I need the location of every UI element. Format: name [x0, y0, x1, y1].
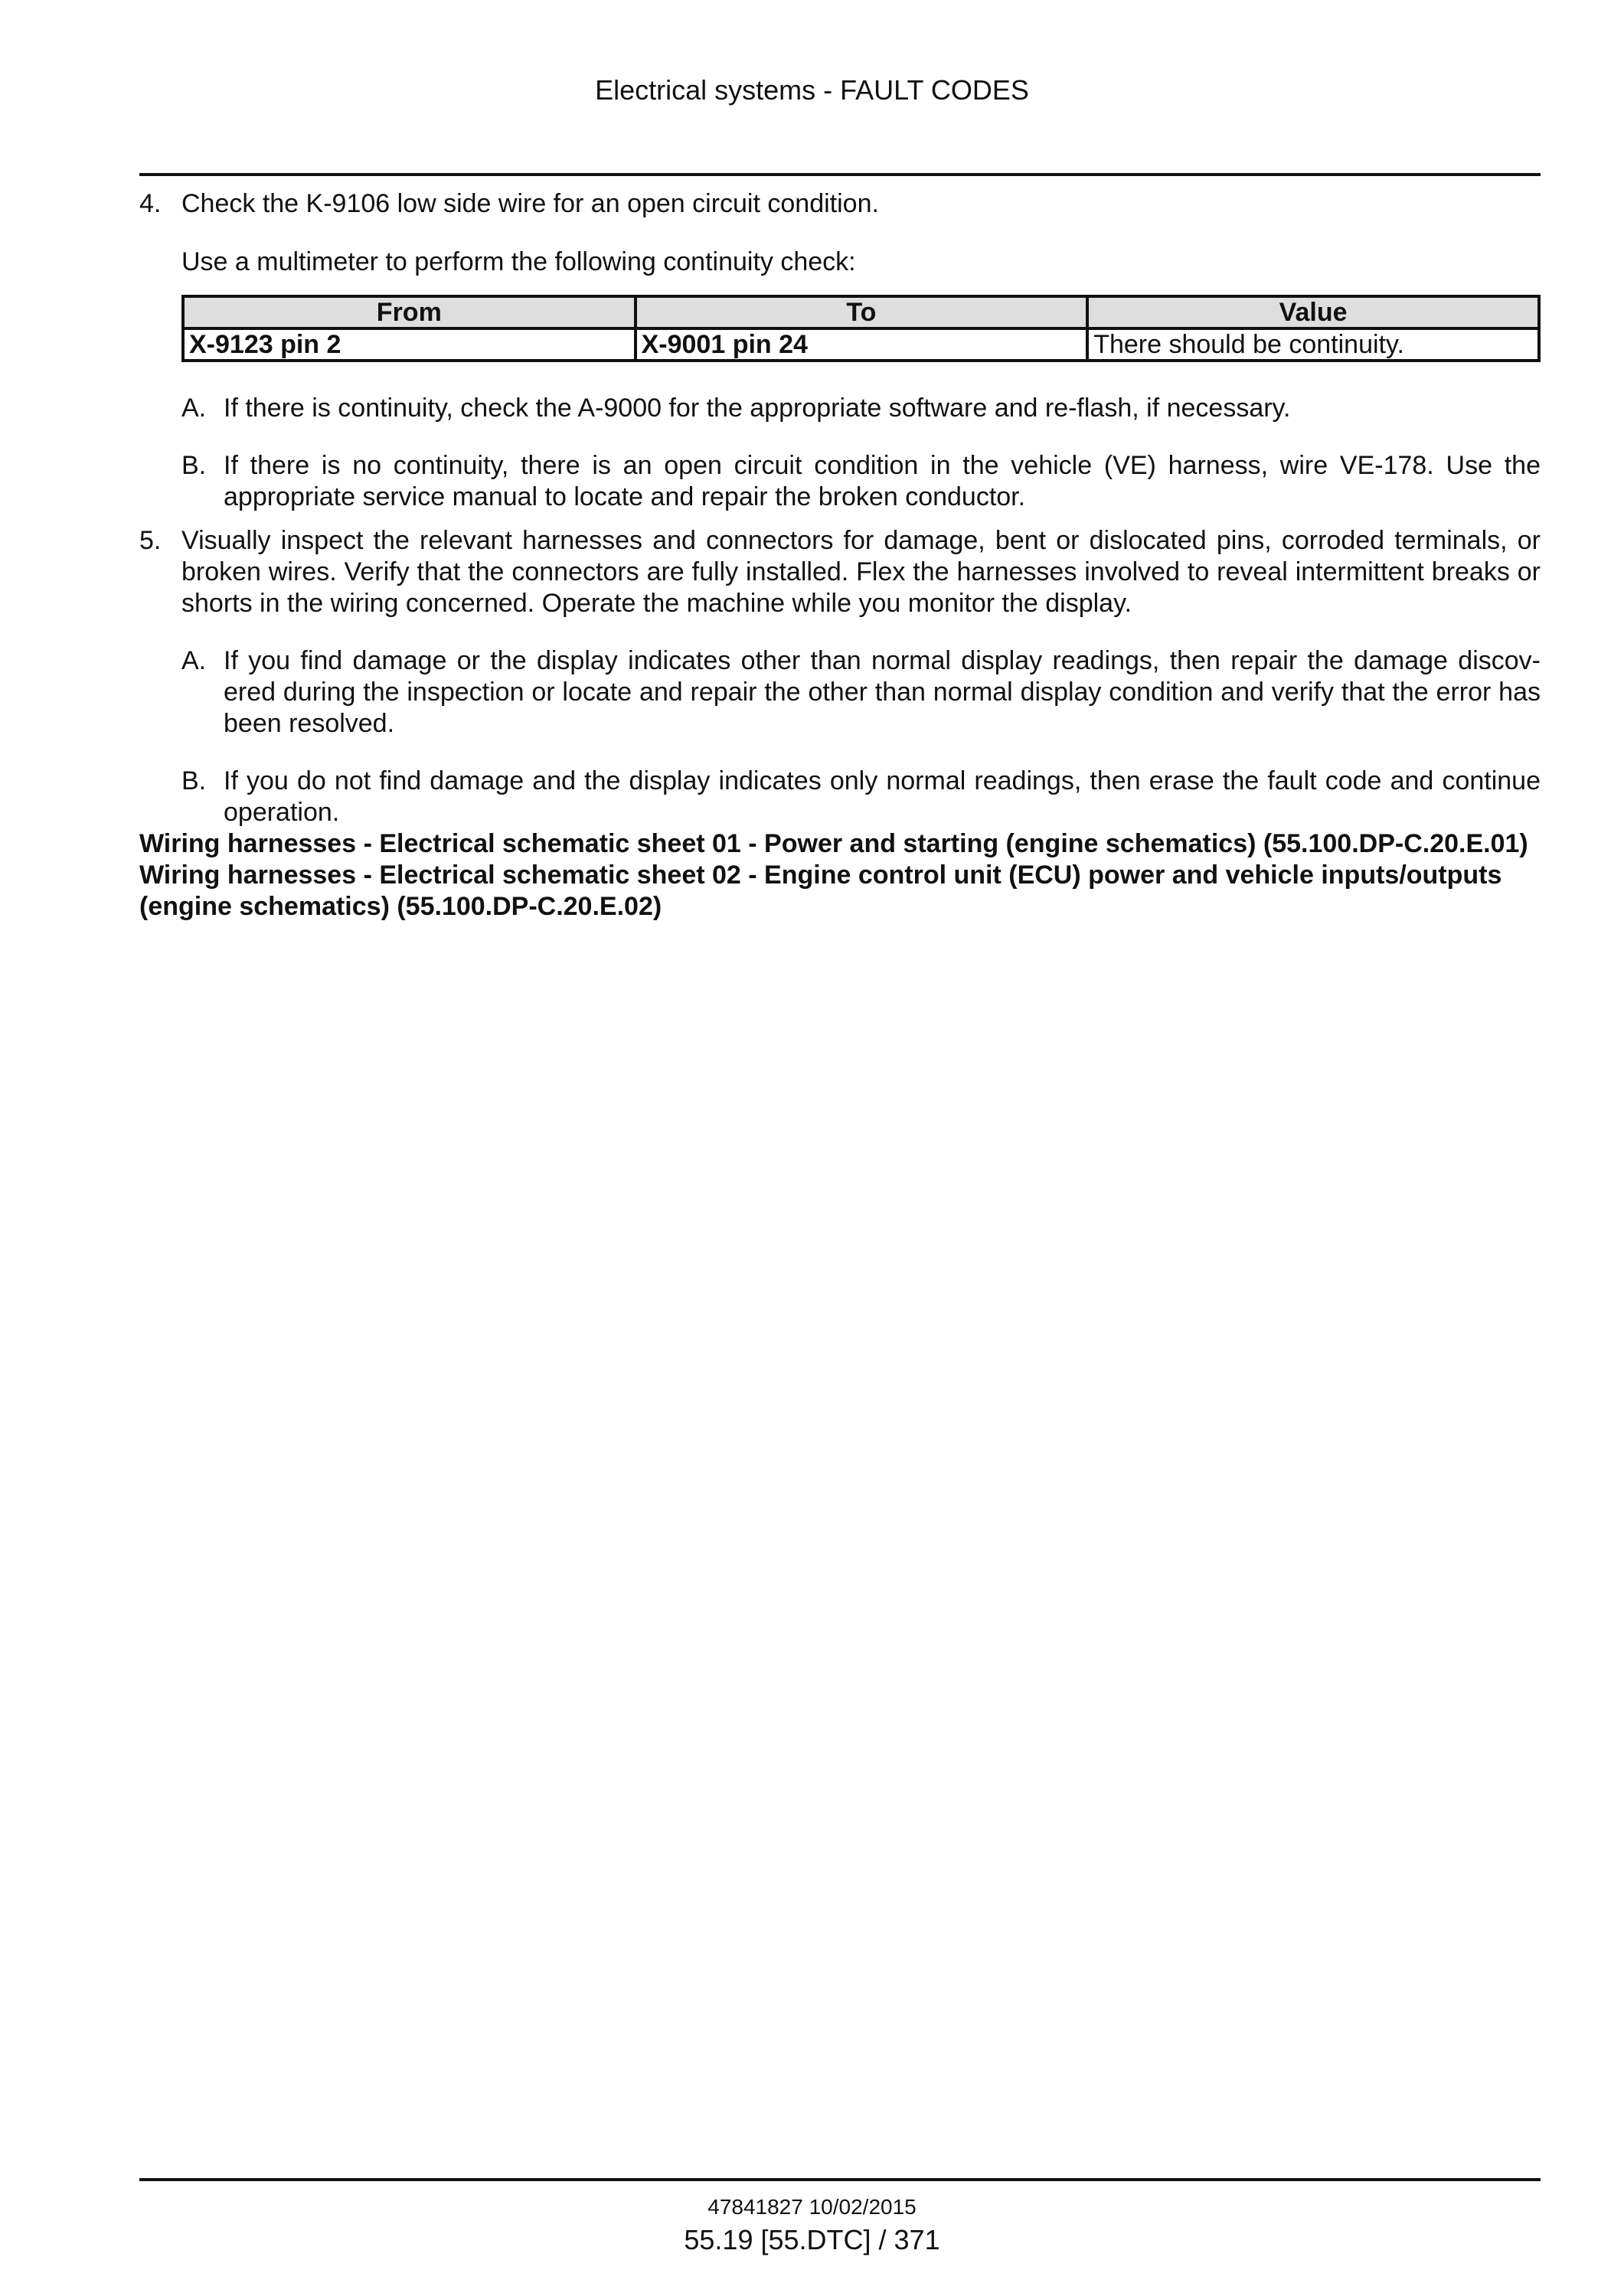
column-header-value: Value: [1087, 296, 1539, 328]
step-number: 4.: [139, 189, 162, 218]
table-row: [183, 328, 1539, 361]
cell-value: There should be continuity.: [1087, 328, 1539, 361]
step-4: [139, 188, 1541, 513]
substep-text: If there is continuity, check the A-9000 for the appropriate software and re-flash, if necessary.: [224, 394, 1291, 423]
step-5: [139, 525, 1541, 828]
header-divider: [139, 173, 1541, 176]
substep-5b: [181, 766, 1541, 828]
substep-letter: B.: [181, 451, 207, 480]
substep-4b: [181, 450, 1541, 513]
page-header-title: Electrical systems - FAULT CODES: [595, 74, 1029, 106]
cell-from: X-9123 pin 2: [183, 328, 636, 361]
substep-letter: A.: [181, 646, 207, 675]
continuity-check-table: [181, 295, 1541, 362]
step-instruction: Use a multimeter to perform the following continuity check:: [181, 247, 856, 276]
substep-text: If you do not find damage and the display indicates only normal readings, then erase the fault code and continue operation.: [224, 766, 1541, 827]
page-content: [139, 188, 1541, 923]
cross-references: [139, 828, 1541, 923]
step-text: Check the K-9106 low side wire for an open circuit condition.: [181, 189, 879, 218]
column-header-to: To: [636, 296, 1088, 328]
cell-to: X-9001 pin 24: [636, 328, 1088, 361]
substep-4a: [181, 393, 1541, 424]
substep-letter: A.: [181, 394, 207, 423]
substep-text: If there is no continuity, there is an open circuit condition in the vehicle (VE) harness, wire VE-178. Use the appropriate service manual to locate and repair the broken conductor.: [224, 451, 1541, 511]
footer-divider: [139, 2178, 1541, 2181]
reference-link-schematic-02[interactable]: Wiring harnesses - Electrical schematic sheet 02 - Engine control unit (ECU) power and vehicle inputs/outputs (engine schematics) (55.100.DP-C.20.E.02): [139, 861, 1502, 921]
substep-text: If you find damage or the display indicates other than normal display readings, then repair the damage discov-ered during the inspection or locate and repair the other than normal display condition and verify that the error has been resolved.: [224, 646, 1541, 738]
step-number: 5.: [139, 526, 162, 555]
footer-document-id: 47841827 10/02/2015: [707, 2195, 917, 2219]
footer-page-reference: 55.19 [55.DTC] / 371: [684, 2224, 940, 2255]
substep-5a: [181, 645, 1541, 740]
reference-link-schematic-01[interactable]: Wiring harnesses - Electrical schematic sheet 01 - Power and starting (engine schematics) (55.100.DP-C.20.E.01): [139, 829, 1528, 858]
column-header-from: From: [183, 296, 636, 328]
table-header-row: [183, 296, 1539, 328]
step-text: Visually inspect the relevant harnesses and connectors for damage, bent or dislocated pins, corroded terminals, or broken wires. Verify that the connectors are fully installed. Flex the harnesses involved to reveal intermittent breaks or shorts in the wiring concerned. Operate the machine while you monitor the display.: [181, 526, 1541, 618]
substep-letter: B.: [181, 766, 207, 795]
